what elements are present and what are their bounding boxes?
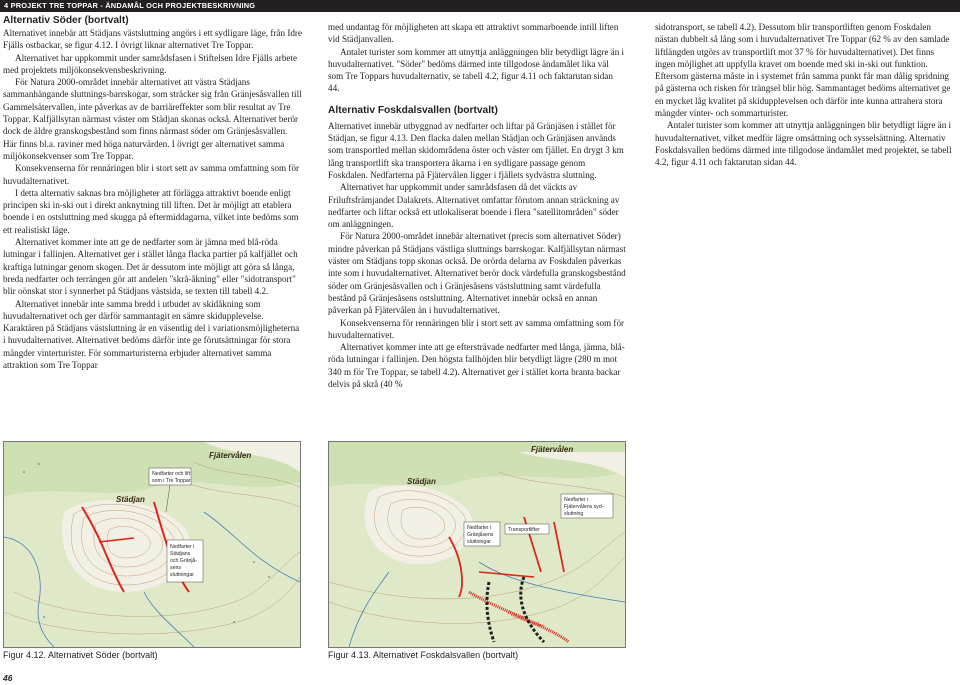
text-column-2 <box>328 21 626 390</box>
map-label-line: Städjans <box>170 551 191 557</box>
route-label: Foskdalsvallen <box>506 610 546 631</box>
paragraph: Alternativet innebär att Städjans västsluttning angörs i ett sydligare läge, från Idre Fjälls ostbackar, se figur 4.12. I övrigt liknar alternativet Tre Toppar. <box>3 28 303 51</box>
place-name-fjatervalen: Fjätervålen <box>531 445 574 454</box>
topographic-map <box>4 442 300 647</box>
map-label-line: sluttningar <box>170 572 194 578</box>
paragraph: Antalet turister som kommer att utnyttja anläggningen blir betydligt lägre än i huvudalternativet. "Söder" bedöms därmed inte tillgodose ändamålet lika väl som Tre Toppars huvudalternativ, se tabell 4.2, figur 4.11 och faktarutan sidan 44. <box>328 46 625 94</box>
paragraph: Alternativet har uppkommit under samrådsfasen då det väckts av Friluftsfrämjandet Dalakrets. Alternativet omfattar förutom annan sträckning av nedfarter och liftar också ett utlokaliserat boende i flera "satellitområden" söder om anläggningen. <box>328 182 620 230</box>
figure-caption: Figur 4.12. Alternativet Söder (bortvalt) <box>3 650 158 660</box>
text-column-1 <box>3 14 303 371</box>
map-label-line: Gränjåsens <box>467 532 494 538</box>
paragraph: Alternativet kommer inte att ge eftersträvade nedfarter med långa, jämna, blå-röda lutningar i fallinjen. Den högsta fallhöjden blir betydligt lägre (280 m mot 340 m för Tre Toppar, se tabell 4.2). Alternativet ger i stället korta branta backar delvis på skrå (40 % <box>328 342 625 390</box>
figure-caption: Figur 4.13. Alternativet Foskdalsvallen (bortvalt) <box>328 650 519 660</box>
paragraph: sidotransport, se tabell 4.2). Dessutom blir transportliften genom Foskdalen nästan dubbelt så lång som i huvudalternativet Tre Toppar (62 % av den samlade liftlängden utgörs av transportlift mot 37 % för huvudalternativet). Det finns ingen möjlighet att uppfylla kravet om boende med ski in-ski out funktion. Eftersom gästerna måste in i systemet från samma punkt får man dålig spridning på gästerna och risken för trängsel blir hög. Sammantaget bedöms alternativet ge en mycket låg kvalitet på skidupplevelsen och därför inte kunna attrahera stora mängder vinter- och sommarturister. <box>655 22 951 119</box>
paragraph: Alternativet har uppkommit under samrådsfasen i Stiftelsen Idre Fjälls arbete med projektets miljökonsekvensbeskrivning. <box>3 52 298 75</box>
paragraph: För Natura 2000-området innebär alternativet (precis som alternativet Söder) mindre påverkan på Städjans västliga sluttnings barrskogar. Kalfjällsytan närmast väster om Städjans topp skonas också. De orörda delarna av Foskdalen påverkas inte som i huvudalternativet. Alternativet berör dock värdefulla granskogsbestånd söder om Gränjesåsvallen och i Gränjesåsens västsluttning samt värdefulla bestånd på Gränjesåsens ostsluttning. Alternativet innebär också en annan påverkan på Fjätervålen än i huvudalternativet. <box>328 231 626 316</box>
map-label-line: Nedfarter och lift <box>152 471 191 477</box>
paragraph: Konsekvenserna för rennäringen blir i stort sett av samma omfattning som för huvudalternativet. <box>3 163 300 186</box>
section-heading-foskdalsvallen: Alternativ Foskdalsvallen (bortvalt) <box>328 104 498 116</box>
map-label-line: Transportlifter <box>508 527 540 533</box>
map-label-line: som i Tre Toppar <box>152 478 191 484</box>
map-label-line: sluttningar <box>467 539 491 545</box>
map-figure-4-12 <box>3 441 301 648</box>
paragraph: Konsekvenserna för rennäringen blir i stort sett av samma omfattning som för huvudalternativet. <box>328 317 625 340</box>
map-label-line: Nedfarter i <box>564 497 589 503</box>
paragraph: med undantag för möjligheten att skapa ett attraktivt sommarboende intill liften vid Städjanvallen. <box>328 22 619 45</box>
map-label-line: sluttning <box>564 511 584 517</box>
place-name-stadjan: Städjan <box>116 495 145 504</box>
map-label-line: sens <box>170 565 181 571</box>
place-name-fjatervalen: Fjätervålen <box>209 451 252 460</box>
paragraph: I detta alternativ saknas bra möjligheter att förlägga attraktivt boende enligt principen ski in-ski out i direkt anknytning till liften. Det är möjligt att etablera boende i en ostsluttning med skugga på eftermiddagarna, vilket inte bedöms som ett realistiskt läge. <box>3 187 299 235</box>
map-label-line: Nedfarter i <box>467 525 492 531</box>
text-column-3 <box>655 21 955 169</box>
map-label-line: Fjätervålens syd- <box>564 504 604 510</box>
paragraph: Alternativet innebär inte samma bredd i utbudet av skidåkning som huvudalternativet och ger därför sammantagit en sämre skidupplevelse. Karaktären på Städjans västsluttning är en väsentlig del i variationsmöjligheterna i huvudalternativet. Alternativet bedöms därför inte ge förutsättningar för stora mängder vinterturister. För sommarturisterna erbjuder alternativet samma attraktion som Tre Toppar <box>3 298 300 371</box>
map-figure-4-13 <box>328 441 626 648</box>
section-heading-soder: Alternativ Söder (bortvalt) <box>3 15 129 26</box>
paragraph: För Natura 2000-området innebär alternativet att västra Städjans sammanhängande sluttnings-barrskogar, som sträcker sig från Gränjesåsvallen till Gammelsätervallen, inte påverkas av de barriäreffekter som blir resultat av Tre Toppar. Kalfjällsytan närmast väster om Städjan skonas också. Alternativet berör dock de äldre granskogsbestånd som finns närmast söder om Gränjesåsvallen. Här finns bl.a. raviner med höga naturvärden. I övrigt ger alternativet samma miljökonsekvenser som Tre Toppar. <box>3 77 302 161</box>
page-number: 46 <box>3 673 13 683</box>
place-name-stadjan: Städjan <box>407 477 436 486</box>
paragraph: Alternativet kommer inte att ge de nedfarter som är jämna med blå-röda lutningar i fallinjen. Alternativet ger i stället långa flacka partier på kalfjället och kraftiga lutningar genom skogen. Det är dessutom inte möjligt att göra så långa, breda nedfarter och terrängen gör att andelen "skrå-åkning" eller "sidotransport" blir oönskat stor i synnerhet på Städjans västsida, se texten till tabell 4.2. <box>3 237 298 297</box>
paragraph: Antalet turister som kommer att utnyttja anläggningen blir betydligt lägre än i huvudalternativet, vilket medför lägre omsättning och sysselsättning. Alternativ Foskdalsvallen bedöms därmed inte tillgodose ändamålet med projektet, se tabell 4.2, figur 4.11 och faktarutan sidan 44. <box>655 120 952 168</box>
map-label-line: och Gränjå- <box>170 558 198 564</box>
paragraph: Alternativet innebär utbyggnad av nedfarter och liftar på Gränjäsen i stället för Städjan, se figur 4.13. Den flacka dalen mellan Städjan och Gränjäsen används som transportled mellan skidområdena öster och väster om fjället. En drygt 3 km lång transportlift ska transportera åkarna i en sydligare passage genom Foskdalen. Nedfarterna på Fjätervålen ligger i fjällets sydvästra sluttning. <box>328 120 624 180</box>
topographic-map <box>329 442 625 647</box>
map-label-line: Nedfarter i <box>170 544 195 550</box>
page-header: 4 PROJEKT TRE TOPPAR - ÄNDAMÅL OCH PROJEKTBESKRIVNING <box>0 0 960 12</box>
